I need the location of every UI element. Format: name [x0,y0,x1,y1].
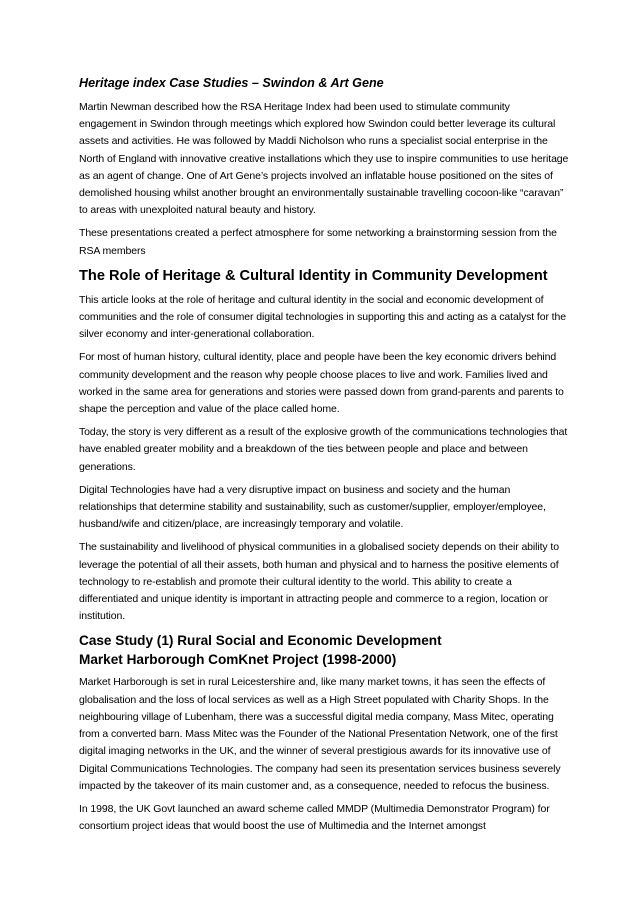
section-heading-role-of-heritage: The Role of Heritage & Cultural Identity in Community Development [79,267,548,284]
paragraph: Digital Technologies have had a very disruptive impact on business and society and the human relationships that determine stability and sustainability, such as customer/supplier, employer/employee, husband/wife and citizen/place, are increasingly temporary and volatile. [79,483,546,531]
paragraph: For most of human history, cultural identity, place and people have been the key economic drivers behind community development and the reason why people choose places to live and work. Families lived and worked in the same area for generations and stories were passed down from grand-parents and parents to shape the perception and value of the place called home. [79,351,564,416]
section-heading-heritage-index: Heritage index Case Studies – Swindon & Art Gene [79,76,384,90]
paragraph: The sustainability and livelihood of physical communities in a globalised society depends on their ability to leverage the potential of all their assets, both human and physical and to harness the positive elements of technology to re-establish and promote their cultural identity to the world. This ability to create a differentiated and unique identity is important in attracting people and commerce to a region, location or institution. [79,541,559,623]
section-heading-case-study-1 [79,631,569,669]
paragraph: Martin Newman described how the RSA Heritage Index had been used to stimulate community engagement in Swindon through meetings which explored how Swindon could better leverage its cultural assets and activities. He was followed by Maddi Nicholson who runs a specialist social enterprise in the North of England with innovative creative installations which they use to inspire communities to use heritage as an agent of change. One of Art Gene’s projects involved an inflatable house positioned on the sites of demolished housing whilst another brought an environmentally sustainable travelling cocoon-like “caravan” to areas with unexploited natural beauty and history. [79,101,569,217]
case-study-subtitle: Market Harborough ComKnet Project (1998-2000) [79,652,397,668]
paragraph: Market Harborough is set in rural Leicestershire and, like many market towns, it has seen the effects of globalisation and the loss of local services as well as a High Street populated with Charity Shops. In the neighbouring village of Lubenham, there was a successful digital media company, Mass Mitec, operating from a converted barn. Mass Mitec was the Founder of the National Presentation Network, one of the first digital imaging networks in the UK, and the winner of several prestigious awards for its innovative use of Digital Communications Technologies. The company had seen its presentation services business severely impacted by the takeover of its main customer and, as a consequence, needed to refocus the business. [79,676,561,792]
document-page [79,74,569,841]
paragraph: Today, the story is very different as a result of the explosive growth of the communications technologies that have enabled greater mobility and a breakdown of the ties between people and place and between generations. [79,426,568,473]
paragraph: These presentations created a perfect atmosphere for some networking a brainstorming session from the RSA members [79,227,557,257]
paragraph: In 1998, the UK Govt launched an award scheme called MMDP (Multimedia Demonstrator Program) for consortium project ideas that would boost the use of Multimedia and the Internet amongst [79,802,550,833]
case-study-title: Case Study (1) Rural Social and Economic Development [79,633,442,649]
paragraph: This article looks at the role of heritage and cultural identity in the social and economic development of communities and the role of consumer digital technologies in supporting this and acting as a catalyst for the silver economy and inter-generational collaboration. [79,293,566,341]
